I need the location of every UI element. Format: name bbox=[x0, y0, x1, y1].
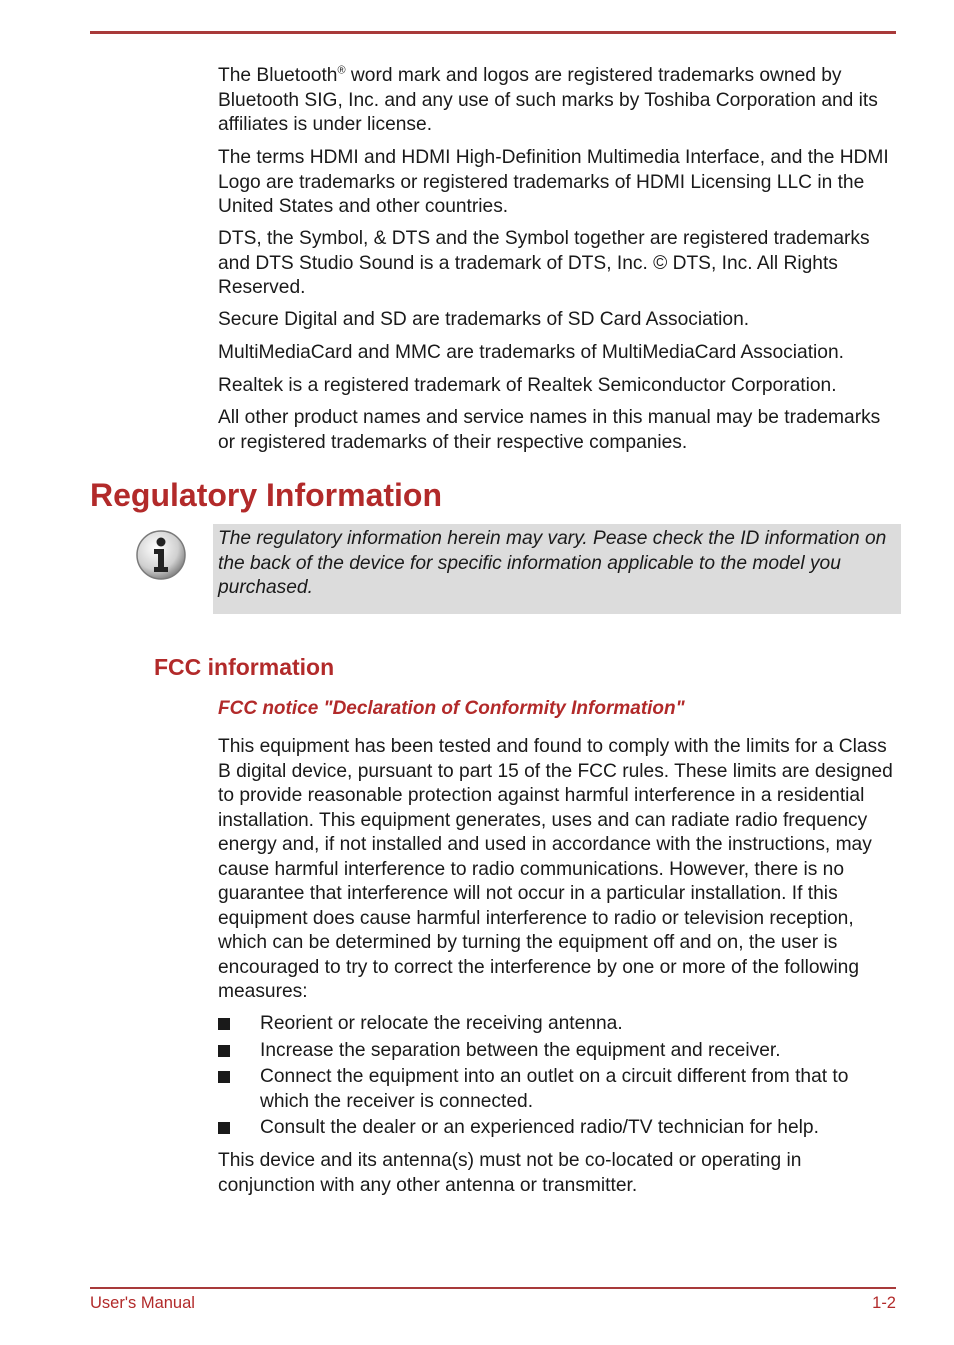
other-trademarks: All other product names and service names in this manual may be trademarks or registered trademarks of their respective companies. bbox=[218, 407, 881, 453]
list-item: Reorient or relocate the receiving antenna. bbox=[218, 1012, 898, 1037]
fcc-paragraph: This equipment has been tested and found to comply with the limits for a Class B digital device, pursuant to part 15 of the FCC rules. These limits are designed to provide reasonable protection against harmful interference in a residential installation. This equipment generates, uses and can radiate radio frequency energy and, if not installed and used in accordance with the instructions, may cause harmful interference to radio communications. However, there is no guarantee that interference will not occur in a particular installation. If this equipment does cause harmful interference to radio or television reception, which can be determined by turning the equipment off and on, the user is encouraged to try to correct the interference by one or more of the following measures: bbox=[218, 736, 893, 1002]
info-icon bbox=[134, 528, 188, 582]
regulatory-note: The regulatory information herein may vary. Pease check the ID information on the back of the device for specific information applicable to the model you purchased. bbox=[218, 528, 887, 598]
realtek-trademark: Realtek is a registered trademark of Realtek Semiconductor Corporation. bbox=[218, 375, 837, 396]
fcc-subheading: FCC notice "Declaration of Conformity Information" bbox=[218, 698, 685, 719]
dts-trademark: DTS, the Symbol, & DTS and the Symbol together are registered trademarks and DTS Studio Sound is a trademark of DTS, Inc. © DTS, Inc. All Rights Reserved. bbox=[218, 228, 870, 298]
hdmi-trademark: The terms HDMI and HDMI High-Definition Multimedia Interface, and the HDMI Logo are trademarks or registered trademarks of HDMI Licensing LLC in the United States and other countries. bbox=[218, 147, 889, 217]
list-item: Increase the separation between the equipment and receiver. bbox=[218, 1039, 898, 1064]
bullet-square bbox=[218, 1045, 230, 1057]
fcc-closing: This device and its antenna(s) must not be co-located or operating in conjunction with any other antenna or transmitter. bbox=[218, 1150, 802, 1196]
sd-trademark: Secure Digital and SD are trademarks of SD Card Association. bbox=[218, 309, 750, 330]
page-number: 1-2 bbox=[872, 1294, 896, 1312]
header-rule bbox=[90, 31, 896, 34]
measures-list bbox=[218, 1012, 898, 1143]
bluetooth-trademark: The Bluetooth® word mark and logos are registered trademarks owned by Bluetooth SIG, Inc. and any use of such marks by Toshiba Corporation and its affiliates is under license. bbox=[218, 64, 878, 135]
list-item: Connect the equipment into an outlet on a circuit different from that to which the receiver is connected. bbox=[218, 1065, 898, 1114]
list-item: Consult the dealer or an experienced radio/TV technician for help. bbox=[218, 1116, 898, 1141]
bullet-square bbox=[218, 1122, 230, 1134]
fcc-heading: FCC information bbox=[154, 654, 335, 680]
regulatory-heading: Regulatory Information bbox=[90, 477, 443, 513]
mmc-trademark: MultiMediaCard and MMC are trademarks of MultiMediaCard Association. bbox=[218, 342, 844, 363]
footer-title: User's Manual bbox=[90, 1294, 195, 1312]
bullet-square bbox=[218, 1071, 230, 1083]
bullet-square bbox=[218, 1018, 230, 1030]
footer-rule bbox=[90, 1287, 896, 1289]
